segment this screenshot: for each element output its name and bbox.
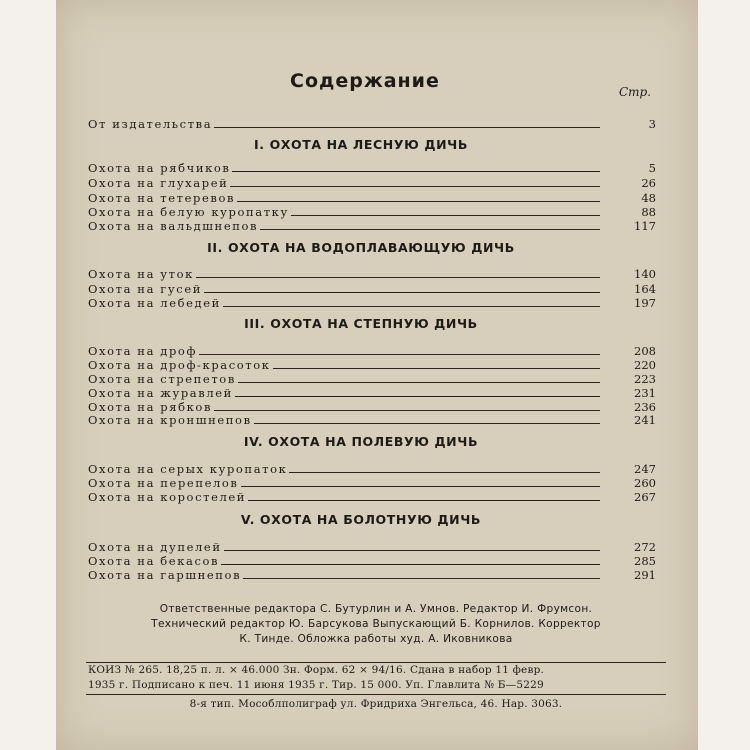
toc-entry-label: Охота на коростелей [88, 490, 247, 504]
leader-line [199, 354, 600, 355]
page-title: Содержание [290, 70, 440, 92]
toc-entry-label: Охота на дупелей [88, 540, 222, 554]
toc-entry-page: 291 [634, 568, 656, 582]
toc-entry-page: 272 [634, 540, 656, 554]
leader-line [238, 382, 600, 383]
section-title-4: IV. ОХОТА НА ПОЛЕВУЮ ДИЧЬ [243, 434, 479, 449]
toc-entry-page: 208 [634, 344, 656, 358]
toc-entry [88, 343, 656, 358]
leader-line [237, 201, 600, 202]
toc-entry [88, 461, 656, 476]
toc-entry-label: Охота на бекасов [88, 554, 220, 568]
leader-line [235, 396, 600, 397]
leader-line [230, 186, 600, 187]
toc-entry-label: Охота на рябков [88, 400, 213, 414]
toc-entry-label: Охота на перепелов [88, 476, 239, 490]
toc-entry-label: Охота на вальдшнепов [88, 219, 259, 233]
toc-entry [88, 553, 656, 568]
section-title-1: I. ОХОТА НА ЛЕСНУЮ ДИЧЬ [254, 137, 468, 152]
page-column-header: Стр. [619, 85, 652, 99]
toc-entry [88, 295, 656, 310]
toc-entry [88, 190, 656, 205]
toc-entry-label: От издательства [88, 117, 213, 131]
toc-entry-label: Охота на уток [88, 267, 194, 281]
leader-line [289, 472, 600, 473]
toc-entry-intro [88, 116, 656, 131]
toc-entry [88, 412, 656, 427]
leader-line [221, 564, 600, 565]
toc-entry-label: Охота на белую куропатку [88, 205, 289, 219]
leader-line [273, 368, 600, 369]
toc-entry [88, 371, 656, 386]
toc-entry-page: 260 [634, 476, 656, 490]
leader-line [204, 292, 600, 293]
toc-entry [88, 567, 656, 582]
printer-line: 8-я тип. Мособлполиграф ул. Фридриха Энгельса, 46. Нар. 3063. [189, 698, 563, 710]
toc-entry [88, 218, 656, 233]
toc-entry [88, 175, 656, 190]
toc-entry-page: 267 [634, 490, 656, 504]
toc-entry-page: 241 [634, 413, 656, 427]
toc-entry-page: 88 [641, 205, 656, 219]
leader-line [243, 578, 600, 579]
toc-entry-page: 140 [634, 267, 656, 281]
toc-entry-label: Охота на лебедей [88, 296, 221, 310]
toc-entry-label: Охота на дроф [88, 344, 198, 358]
toc-entry [88, 475, 656, 490]
toc-entry-page: 3 [648, 117, 656, 131]
leader-line [232, 171, 600, 172]
toc-entry [88, 281, 656, 296]
leader-line [196, 277, 600, 278]
imprint-line-2: 1935 г. Подписано к печ. 11 июня 1935 г. Тир. 15 000. Уп. Главлита № Б—5229 [88, 679, 544, 691]
section-title-5: V. ОХОТА НА БОЛОТНУЮ ДИЧЬ [240, 512, 482, 527]
toc-entry-label: Охота на гаршнепов [88, 568, 242, 582]
section-title-3: III. ОХОТА НА СТЕПНУЮ ДИЧЬ [244, 316, 478, 331]
toc-entry-page: 197 [634, 296, 656, 310]
toc-entry-label: Охота на глухарей [88, 176, 229, 190]
toc-entry-page: 48 [641, 191, 656, 205]
toc-entry [88, 539, 656, 554]
toc-entry-page: 117 [634, 219, 656, 233]
leader-line [241, 486, 601, 487]
leader-line [248, 500, 600, 501]
section-title-2: II. ОХОТА НА ВОДОПЛАВАЮЩУЮ ДИЧЬ [207, 240, 515, 255]
toc-entry-label: Охота на гусей [88, 282, 202, 296]
leader-line [260, 229, 600, 230]
toc-entry [88, 204, 656, 219]
credits-line-2: Технический редактор Ю. Барсукова Выпускающий Б. Корнилов. Корректор [151, 618, 601, 630]
toc-entry-page: 236 [634, 400, 656, 414]
toc-entry-page: 26 [641, 176, 656, 190]
toc-entry-label: Охота на серых куропаток [88, 462, 288, 476]
toc-entry-page: 5 [648, 161, 656, 175]
leader-line [214, 410, 600, 411]
toc-entry [88, 266, 656, 281]
toc-entry [88, 385, 656, 400]
toc-entry-page: 231 [634, 386, 656, 400]
leader-line [223, 306, 600, 307]
toc-entry-label: Охота на стрепетов [88, 372, 236, 386]
toc-entry-page: 285 [634, 554, 656, 568]
toc-entry-label: Охота на рябчиков [88, 161, 231, 175]
toc-entry-page: 247 [634, 462, 656, 476]
toc-entry-label: Охота на тетеревов [88, 191, 236, 205]
toc-entry [88, 357, 656, 372]
imprint-line-1: КОИЗ № 265. 18,25 п. л. × 46.000 Зн. Форм. 62 × 94/16. Сдана в набор 11 февр. [88, 664, 545, 676]
toc-entry-page: 164 [634, 282, 656, 296]
credits-line-3: К. Тинде. Обложка работы худ. А. Иковникова [239, 633, 513, 645]
toc-entry [88, 160, 656, 175]
leader-line [214, 127, 600, 128]
toc-entry-label: Охота на кроншнепов [88, 413, 252, 427]
credits-line-1: Ответственные редактора С. Бутурлин и А. Умнов. Редактор И. Фрумсон. [159, 603, 593, 615]
toc-entry-label: Охота на журавлей [88, 386, 233, 400]
toc-entry [88, 489, 656, 504]
leader-line [291, 215, 600, 216]
leader-line [254, 423, 600, 424]
toc-entry-page: 220 [634, 358, 656, 372]
toc-entry-page: 223 [634, 372, 656, 386]
imprint-bottom-rule [86, 694, 666, 695]
toc-entry-label: Охота на дроф-красоток [88, 358, 271, 372]
leader-line [224, 550, 600, 551]
